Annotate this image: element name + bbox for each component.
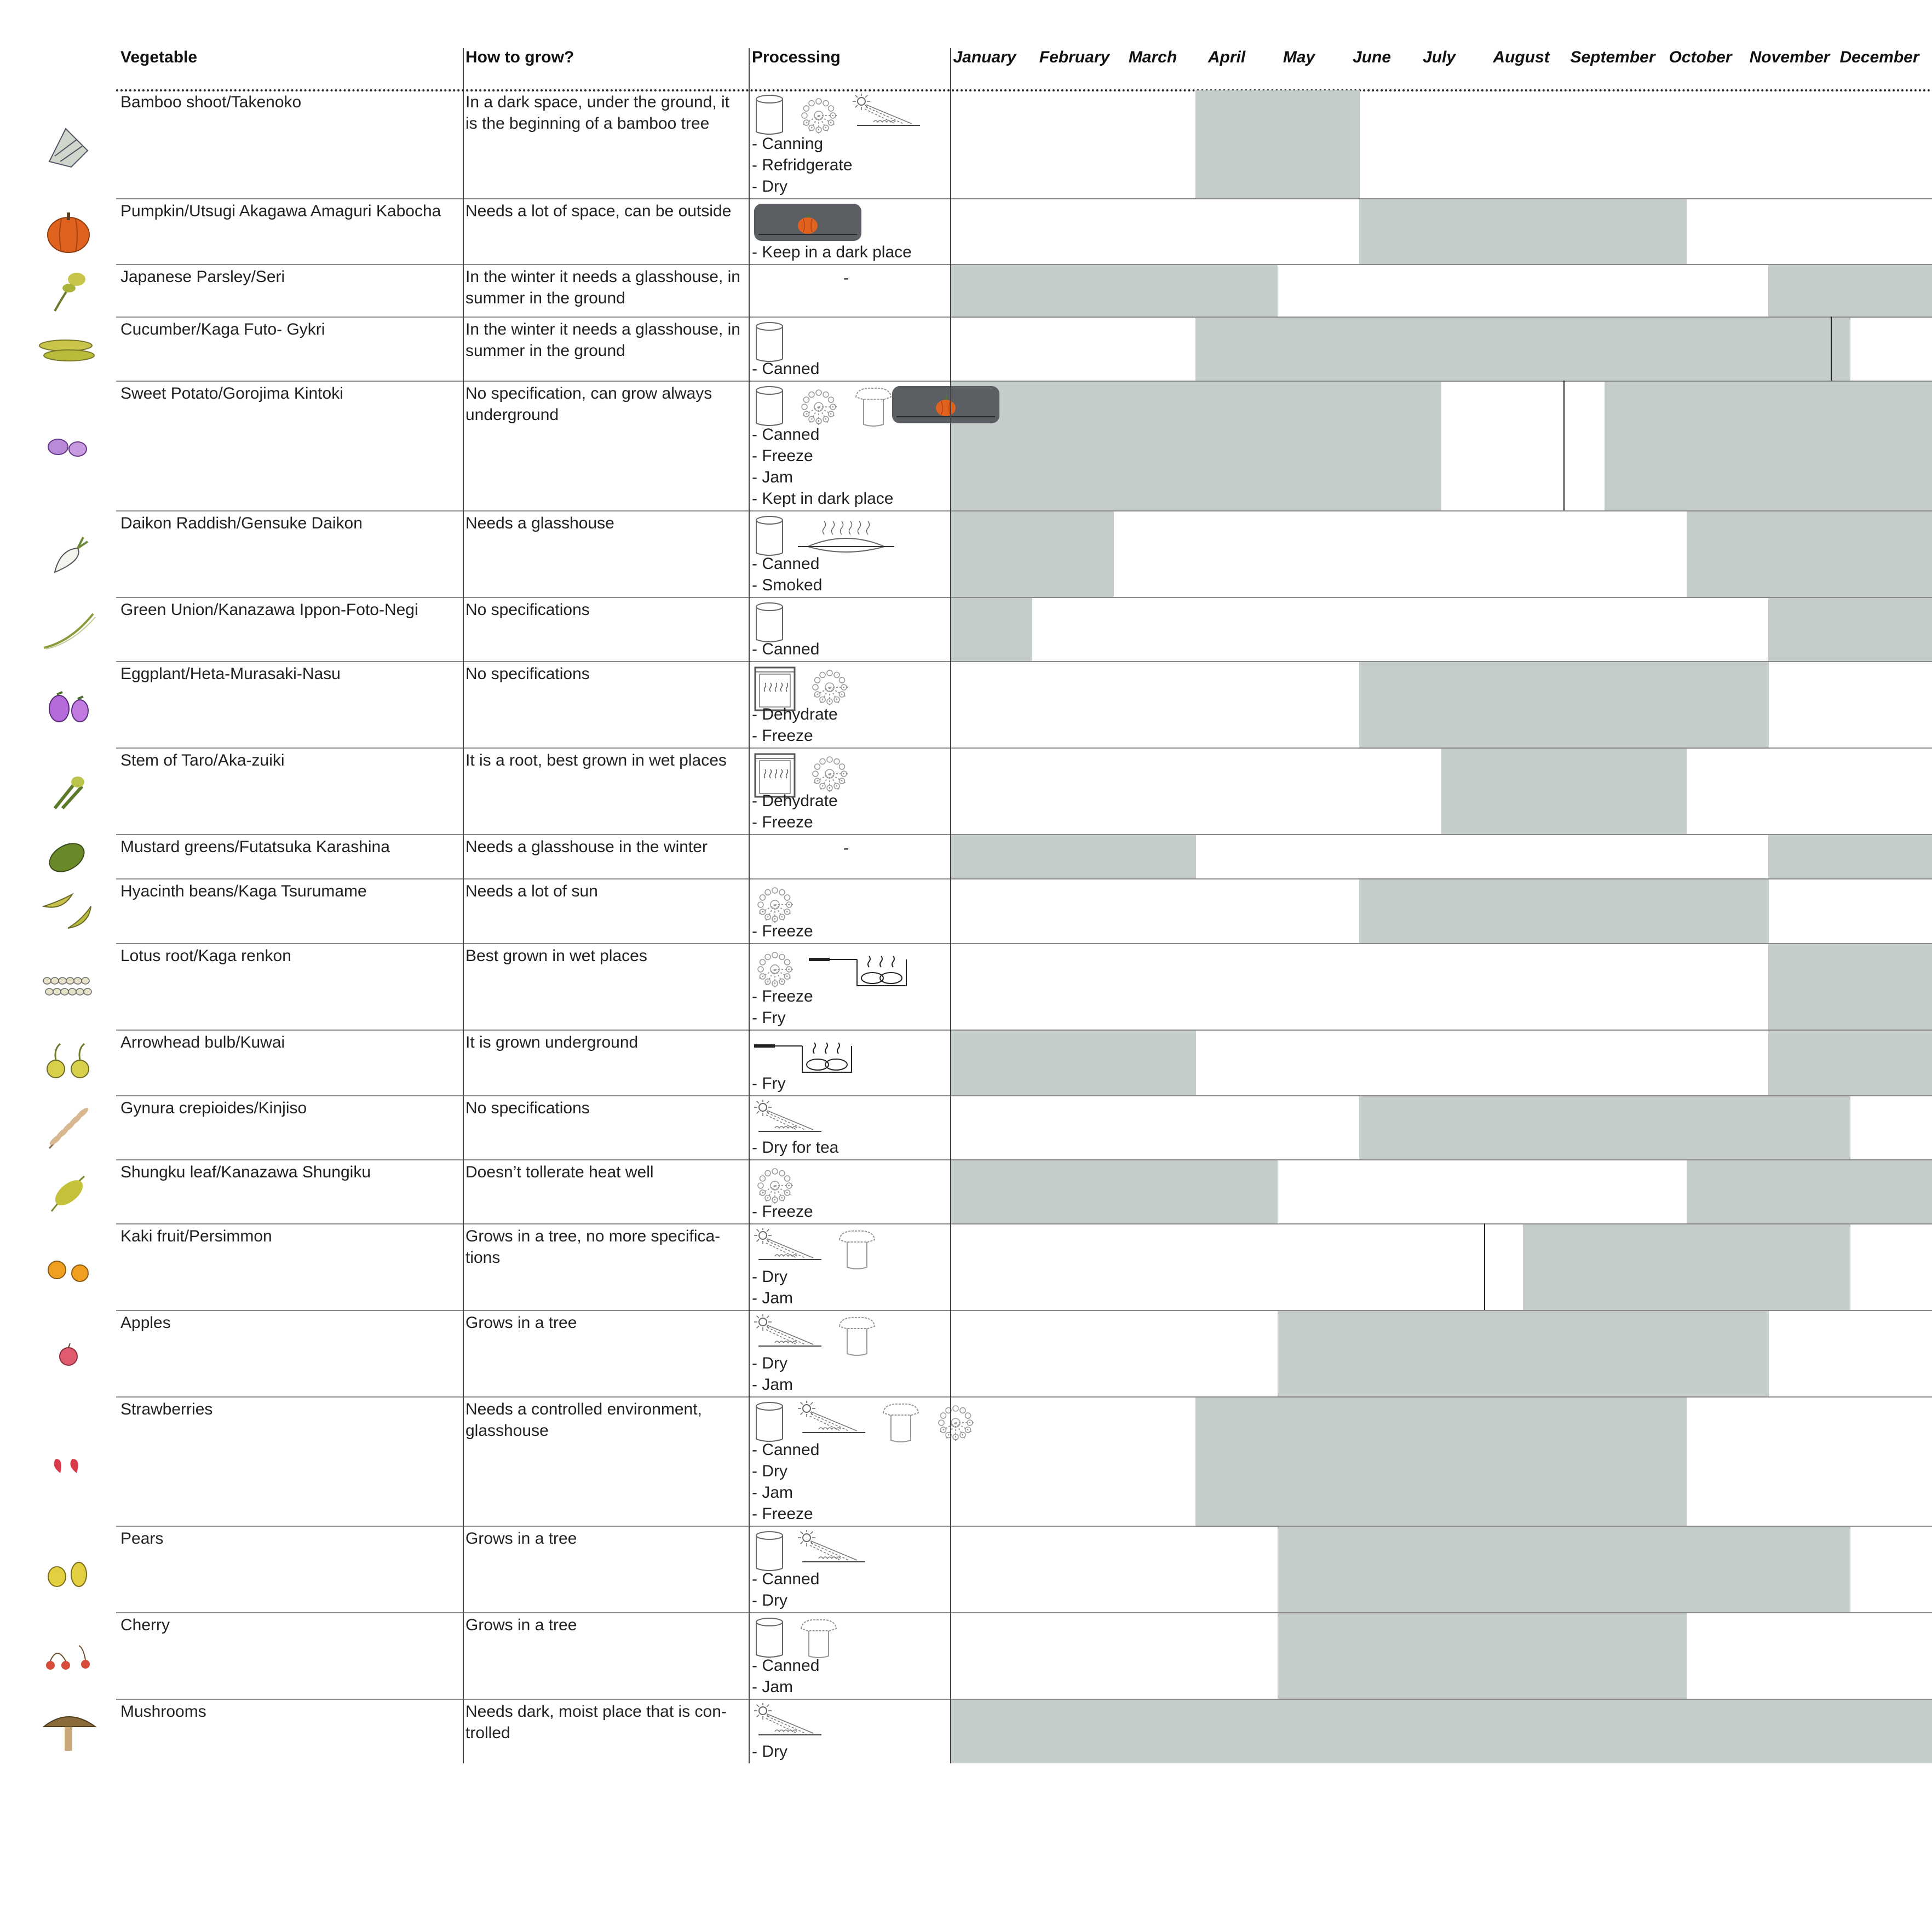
how-to-grow: No specifications	[465, 601, 590, 619]
produce-picture-apple	[38, 1327, 99, 1382]
season-cell-june	[1359, 879, 1441, 943]
season-cell-november	[1768, 382, 1850, 510]
season-cell-may	[1278, 382, 1360, 510]
season-cell-september	[1605, 1096, 1687, 1159]
how-to-grow: Grows in a tree, no more specifica-tions	[465, 1227, 721, 1267]
season-boundary-line	[1563, 381, 1565, 510]
how-to-grow: Needs a glasshouse in the winter	[465, 838, 708, 856]
month-header-july: July	[1422, 48, 1456, 66]
season-cell-october	[1687, 1311, 1769, 1396]
how-to-grow: No specifications	[465, 1099, 590, 1117]
season-cell-november	[1768, 511, 1850, 597]
season-cell-april	[1195, 1160, 1278, 1223]
processing-method: - Refridgerate	[752, 156, 853, 174]
processing-method: - Canned	[752, 1657, 820, 1675]
season-cell-november	[1768, 598, 1850, 661]
season-cell-october	[1687, 879, 1769, 943]
season-cell-september	[1605, 1613, 1687, 1699]
season-cell-november	[1768, 1527, 1850, 1612]
season-cell-january	[950, 1160, 1032, 1223]
season-cell-august	[1523, 749, 1605, 834]
month-header-june: June	[1352, 48, 1392, 66]
sun-dry-icon	[753, 1314, 824, 1355]
sun-dry-icon	[797, 1530, 868, 1571]
season-cell-june	[1359, 318, 1441, 381]
produce-picture-pears	[38, 1543, 99, 1598]
produce-picture-lotus-root	[38, 960, 99, 1015]
produce-picture-daikon	[38, 527, 99, 583]
season-cell-june	[1359, 382, 1441, 510]
season-cell-november	[1768, 835, 1850, 878]
jam-jar-icon	[852, 385, 895, 432]
season-cell-december	[1850, 1031, 1932, 1095]
produce-picture-eggplant	[38, 678, 99, 733]
season-cell-march	[1114, 835, 1196, 878]
season-cell-august	[1523, 1613, 1605, 1699]
season-cell-december	[1850, 835, 1932, 878]
how-to-grow: It is grown underground	[465, 1033, 639, 1051]
season-cell-may	[1278, 1527, 1360, 1612]
how-to-grow: Needs dark, moist place that is con-trolled	[465, 1703, 727, 1742]
processing-method: - Canned	[752, 555, 820, 573]
season-cell-june	[1359, 1700, 1441, 1763]
season-cell-may	[1278, 90, 1360, 198]
month-header-february: February	[1039, 48, 1110, 66]
season-cell-december	[1850, 382, 1932, 510]
season-cell-august	[1523, 199, 1605, 264]
produce-picture-gynura	[38, 1101, 99, 1157]
season-cell-december	[1850, 944, 1932, 1030]
season-cell-june	[1359, 1311, 1441, 1396]
month-header-october: October	[1669, 48, 1732, 66]
season-cell-february	[1032, 382, 1114, 510]
vegetable-name: Hyacinth beans/Kaga Tsurumame	[120, 882, 367, 900]
jam-jar-icon	[835, 1314, 879, 1361]
processing-method: - Freeze	[752, 727, 813, 745]
vegetable-name: Stem of Taro/Aka-zuiki	[120, 751, 285, 769]
month-header-november: November	[1749, 48, 1830, 66]
season-cell-june	[1359, 662, 1441, 748]
vegetable-name: Lotus root/Kaga renkon	[120, 947, 291, 965]
season-cell-january	[950, 1700, 1032, 1763]
produce-picture-pumpkin	[38, 205, 99, 260]
processing-method: - Jam	[752, 1376, 793, 1394]
processing-method: - Dehydrate	[752, 705, 838, 723]
how-to-grow: It is a root, best grown in wet places	[465, 751, 727, 769]
month-header-april: April	[1208, 48, 1246, 66]
processing-method: - Freeze	[752, 922, 813, 940]
month-header-september: September	[1570, 48, 1655, 66]
season-cell-august	[1523, 879, 1605, 943]
season-cell-february	[1032, 1160, 1114, 1223]
snowflake-icon	[934, 1401, 978, 1447]
jam-jar-icon	[835, 1228, 879, 1274]
season-cell-may	[1278, 318, 1360, 381]
vegetable-name: Strawberries	[120, 1400, 213, 1418]
month-header-december: December	[1839, 48, 1919, 66]
processing-method: - Freeze	[752, 987, 813, 1005]
season-cell-february	[1032, 511, 1114, 597]
season-cell-november	[1768, 1224, 1850, 1310]
processing-method: - Dry	[752, 1268, 787, 1286]
processing-method: - Jam	[752, 1289, 793, 1307]
processing-method: - Keep in a dark place	[752, 243, 912, 261]
season-cell-october	[1687, 1096, 1769, 1159]
column-divider	[749, 48, 750, 1763]
season-cell-october	[1687, 1527, 1769, 1612]
season-cell-october	[1687, 318, 1769, 381]
season-cell-december	[1850, 265, 1932, 317]
season-cell-september	[1605, 1224, 1687, 1310]
season-cell-march	[1114, 265, 1196, 317]
season-cell-september	[1605, 662, 1687, 748]
season-cell-august	[1523, 1700, 1605, 1763]
produce-picture-taro-stem	[38, 764, 99, 820]
season-cell-july	[1441, 1096, 1523, 1159]
produce-picture-cherry	[38, 1629, 99, 1684]
sun-dry-icon	[753, 1703, 824, 1744]
header-vegetable: Vegetable	[120, 48, 198, 66]
processing-method: - Freeze	[752, 1505, 813, 1523]
vegetable-name: Gynura crepioides/Kinjiso	[120, 1099, 307, 1117]
processing-method: - Canned	[752, 426, 820, 444]
processing-method: - Dry	[752, 1743, 787, 1761]
processing-method: - Freeze	[752, 1203, 813, 1221]
processing-method: - Dry	[752, 177, 787, 196]
season-cell-july	[1441, 1700, 1523, 1763]
processing-method: - Jam	[752, 1484, 793, 1502]
season-cell-april	[1195, 318, 1278, 381]
season-cell-september	[1605, 1311, 1687, 1396]
season-cell-june	[1359, 1527, 1441, 1612]
season-cell-august	[1523, 318, 1605, 381]
how-to-grow: Needs a controlled environment, glasshouse	[465, 1400, 702, 1440]
season-cell-october	[1687, 662, 1769, 748]
how-to-grow: Needs a glasshouse	[465, 514, 614, 532]
season-cell-march	[1114, 382, 1196, 510]
season-cell-june	[1359, 1613, 1441, 1699]
season-cell-february	[1032, 1700, 1114, 1763]
season-cell-july	[1441, 1527, 1523, 1612]
season-cell-october	[1687, 1160, 1769, 1223]
processing-method: - Dry	[752, 1591, 787, 1609]
season-cell-september	[1605, 749, 1687, 834]
vegetable-name: Japanese Parsley/Seri	[120, 268, 285, 286]
vegetable-name: Pears	[120, 1530, 164, 1548]
season-cell-may	[1278, 1398, 1360, 1526]
how-to-grow: No specification, can grow always underground	[465, 384, 712, 424]
processing-method: - Freeze	[752, 447, 813, 465]
season-cell-july	[1441, 662, 1523, 748]
season-cell-july	[1441, 318, 1523, 381]
season-cell-july	[1441, 879, 1523, 943]
produce-picture-shungiku	[38, 1165, 99, 1221]
season-cell-december	[1850, 1700, 1932, 1763]
vegetable-name: Kaki fruit/Persimmon	[120, 1227, 272, 1245]
produce-picture-sweet-potato	[38, 419, 99, 475]
vegetable-name: Pumpkin/Utsugi Akagawa Amaguri Kabocha	[120, 202, 441, 220]
season-cell-august	[1523, 662, 1605, 748]
season-cell-may	[1278, 1311, 1360, 1396]
produce-picture-hyacinth-beans	[38, 884, 99, 940]
how-to-grow: No specifications	[465, 665, 590, 683]
vegetable-name: Cherry	[120, 1616, 170, 1634]
season-boundary-line	[1831, 317, 1832, 381]
dark-place-icon	[891, 385, 1001, 427]
processing-method: - Freeze	[752, 813, 813, 831]
row-divider	[116, 943, 1932, 944]
month-header-may: May	[1283, 48, 1315, 66]
season-cell-july	[1441, 199, 1523, 264]
produce-picture-persimmon	[38, 1240, 99, 1296]
season-cell-january	[950, 835, 1032, 878]
season-cell-march	[1114, 1160, 1196, 1223]
season-cell-april	[1195, 1700, 1278, 1763]
season-cell-january	[950, 1031, 1032, 1095]
how-to-grow: Grows in a tree	[465, 1616, 577, 1634]
processing-method: - Dry	[752, 1462, 787, 1480]
processing-method: - Canned	[752, 1570, 820, 1588]
processing-method: - Fry	[752, 1074, 786, 1092]
season-cell-june	[1359, 199, 1441, 264]
season-cell-may	[1278, 1700, 1360, 1763]
how-to-grow: Grows in a tree	[465, 1314, 577, 1332]
season-cell-october	[1687, 511, 1769, 597]
processing-method: - Smoked	[752, 576, 823, 594]
season-cell-june	[1359, 1398, 1441, 1526]
processing-method: - Canned	[752, 640, 820, 658]
season-cell-september	[1605, 1700, 1687, 1763]
how-to-grow: Needs a lot of space, can be outside	[465, 202, 732, 220]
season-cell-august	[1523, 1224, 1605, 1310]
how-to-grow: Needs a lot of sun	[465, 882, 598, 900]
processing-method: - Kept in dark place	[752, 490, 894, 508]
sun-dry-icon	[852, 94, 923, 135]
season-boundary-line	[1484, 1223, 1485, 1310]
fry-pan-icon	[808, 947, 912, 994]
season-cell-january	[950, 511, 1032, 597]
produce-picture-green-onion	[38, 603, 99, 658]
sun-dry-icon	[753, 1228, 824, 1269]
season-cell-august	[1523, 1527, 1605, 1612]
processing-method: - Canning	[752, 135, 824, 153]
how-to-grow: In a dark space, under the ground, it is the beginning of a bamboo tree	[465, 93, 729, 133]
vegetable-name: Eggplant/Heta-Murasaki-Nasu	[120, 665, 341, 683]
season-cell-april	[1195, 382, 1278, 510]
processing-method: - Dehydrate	[752, 792, 838, 810]
season-cell-september	[1605, 1398, 1687, 1526]
processing-method: - Jam	[752, 1678, 793, 1696]
sun-dry-icon	[753, 1100, 824, 1141]
column-divider	[950, 48, 951, 1763]
dark-place-icon	[753, 203, 863, 245]
vegetable-name: Sweet Potato/Gorojima Kintoki	[120, 384, 343, 403]
season-cell-november	[1768, 318, 1850, 381]
sun-dry-icon	[797, 1401, 868, 1442]
header-processing: Processing	[752, 48, 841, 66]
season-cell-november	[1768, 1160, 1850, 1223]
season-cell-december	[1850, 598, 1932, 661]
month-header-march: March	[1128, 48, 1177, 66]
season-cell-august	[1523, 1398, 1605, 1526]
season-cell-september	[1605, 1527, 1687, 1612]
vegetable-name: Daikon Raddish/Gensuke Daikon	[120, 514, 363, 532]
season-cell-november	[1768, 1700, 1850, 1763]
how-to-grow: Grows in a tree	[465, 1530, 577, 1548]
season-cell-november	[1768, 265, 1850, 317]
season-cell-july	[1441, 1311, 1523, 1396]
month-header-january: January	[953, 48, 1016, 66]
vegetable-name: Mustard greens/Futatsuka Karashina	[120, 838, 390, 856]
season-cell-september	[1605, 318, 1687, 381]
season-cell-september	[1605, 879, 1687, 943]
vegetable-name: Cucumber/Kaga Futo- Gykri	[120, 320, 325, 338]
vegetable-name: Mushrooms	[120, 1703, 206, 1721]
produce-picture-strawberries	[38, 1435, 99, 1490]
how-to-grow: In the winter it needs a glasshouse, in summer in the ground	[465, 268, 740, 307]
season-cell-december	[1850, 1160, 1932, 1223]
season-cell-february	[1032, 835, 1114, 878]
season-cell-may	[1278, 1613, 1360, 1699]
vegetable-name: Bamboo shoot/Takenoko	[120, 93, 302, 111]
vegetable-name: Shungku leaf/Kanazawa Shungiku	[120, 1163, 371, 1181]
processing-method: - Jam	[752, 468, 793, 486]
processing-method: - Canned	[752, 360, 820, 378]
season-cell-june	[1359, 1096, 1441, 1159]
season-cell-october	[1687, 1224, 1769, 1310]
season-cell-march	[1114, 1031, 1196, 1095]
season-cell-april	[1195, 1398, 1278, 1526]
season-cell-november	[1768, 944, 1850, 1030]
season-cell-september	[1605, 382, 1687, 510]
jam-jar-icon	[879, 1401, 923, 1447]
how-to-grow: Best grown in wet places	[465, 947, 647, 965]
produce-picture-mustard-greens	[38, 830, 99, 886]
processing-method: - Dry	[752, 1354, 787, 1372]
column-divider	[463, 48, 464, 1763]
vegetable-name: Apples	[120, 1314, 171, 1332]
season-cell-november	[1768, 1096, 1850, 1159]
season-cell-july	[1441, 1398, 1523, 1526]
season-cell-october	[1687, 382, 1769, 510]
processing-method: - Fry	[752, 1009, 786, 1027]
season-cell-april	[1195, 90, 1278, 198]
season-cell-september	[1605, 199, 1687, 264]
no-processing-dash: -	[843, 839, 849, 857]
produce-picture-parsley	[38, 264, 99, 319]
season-cell-january	[950, 598, 1032, 661]
processing-method: - Dry for tea	[752, 1138, 839, 1157]
produce-picture-cucumber	[38, 323, 99, 378]
season-cell-august	[1523, 1096, 1605, 1159]
produce-picture-bamboo-shoot	[38, 118, 99, 173]
season-cell-october	[1687, 1700, 1769, 1763]
header-how-to-grow: How to grow?	[465, 48, 574, 66]
produce-picture-arrowhead-bulb	[38, 1036, 99, 1091]
season-cell-august	[1523, 1311, 1605, 1396]
how-to-grow: Doesn’t tollerate heat well	[465, 1163, 654, 1181]
how-to-grow: In the winter it needs a glasshouse, in summer in the ground	[465, 320, 740, 360]
processing-method: - Canned	[752, 1441, 820, 1459]
no-processing-dash: -	[843, 269, 849, 287]
season-cell-july	[1441, 749, 1523, 834]
season-cell-february	[1032, 1031, 1114, 1095]
month-header-august: August	[1493, 48, 1550, 66]
season-cell-november	[1768, 1031, 1850, 1095]
season-cell-december	[1850, 511, 1932, 597]
season-cell-january	[950, 265, 1032, 317]
vegetable-name: Green Union/Kanazawa Ippon-Foto-Negi	[120, 601, 418, 619]
vegetable-name: Arrowhead bulb/Kuwai	[120, 1033, 285, 1051]
season-cell-february	[1032, 265, 1114, 317]
produce-picture-mushroom	[38, 1705, 99, 1760]
season-cell-july	[1441, 1613, 1523, 1699]
season-cell-april	[1195, 265, 1278, 317]
season-cell-march	[1114, 1700, 1196, 1763]
